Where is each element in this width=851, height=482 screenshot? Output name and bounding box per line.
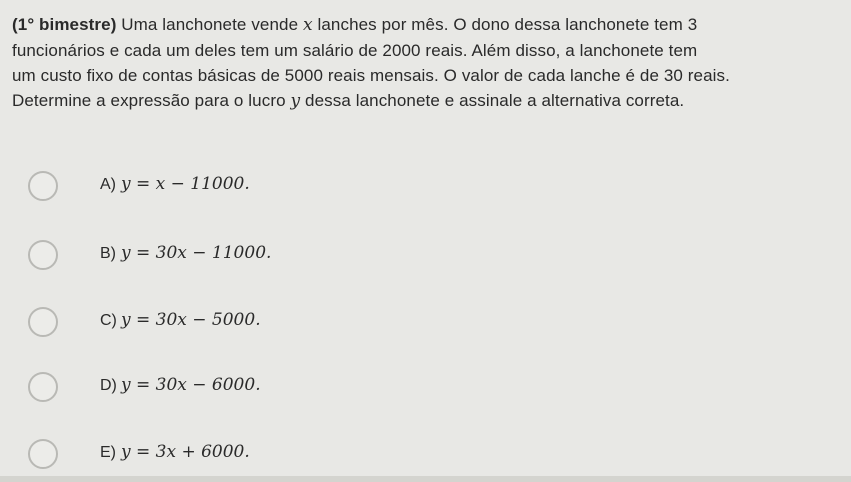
option-d[interactable] bbox=[28, 369, 528, 409]
option-a-formula: y = x − 11000. bbox=[121, 174, 250, 194]
option-c-radio[interactable] bbox=[28, 307, 58, 337]
option-e-letter: E) bbox=[100, 444, 116, 461]
option-a-letter: A) bbox=[100, 176, 116, 193]
variable-y: y bbox=[290, 91, 301, 111]
option-c[interactable] bbox=[28, 304, 528, 344]
bottom-strip bbox=[0, 476, 851, 482]
option-a-radio[interactable] bbox=[28, 171, 58, 201]
option-b-letter: B) bbox=[100, 245, 116, 262]
option-b-formula: y = 30x − 11000. bbox=[121, 243, 272, 263]
question-text-part: lanches por mês. O dono dessa lanchonete tem 3 bbox=[312, 15, 698, 34]
option-b-radio[interactable] bbox=[28, 240, 58, 270]
option-d-formula: y = 30x − 6000. bbox=[121, 375, 261, 395]
option-c-letter: C) bbox=[100, 312, 117, 329]
option-d-radio[interactable] bbox=[28, 372, 58, 402]
option-c-formula: y = 30x − 5000. bbox=[121, 310, 261, 330]
option-d-letter: D) bbox=[100, 377, 117, 394]
question-tag: (1° bimestre) bbox=[12, 15, 117, 34]
question-text-part: Uma lanchonete vende bbox=[116, 15, 303, 34]
variable-x: x bbox=[302, 15, 313, 35]
option-e-formula: y = 3x + 6000. bbox=[121, 442, 250, 462]
option-a[interactable] bbox=[28, 168, 528, 208]
question-text-part: dessa lanchonete e assinale a alternativa correta. bbox=[300, 91, 685, 110]
option-e-radio[interactable] bbox=[28, 439, 58, 469]
question-text bbox=[12, 12, 842, 114]
question-line-4 bbox=[12, 88, 842, 114]
question-line-2: funcionários e cada um deles tem um salário de 2000 reais. Além disso, a lanchonete tem bbox=[12, 41, 698, 60]
question-line-1 bbox=[12, 12, 842, 38]
question-text-part: Determine a expressão para o lucro bbox=[12, 91, 291, 110]
question-line-3: um custo fixo de contas básicas de 5000 reais mensais. O valor de cada lanche é de 30 reais. bbox=[12, 66, 730, 85]
option-e[interactable] bbox=[28, 436, 528, 476]
option-b[interactable] bbox=[28, 237, 528, 277]
